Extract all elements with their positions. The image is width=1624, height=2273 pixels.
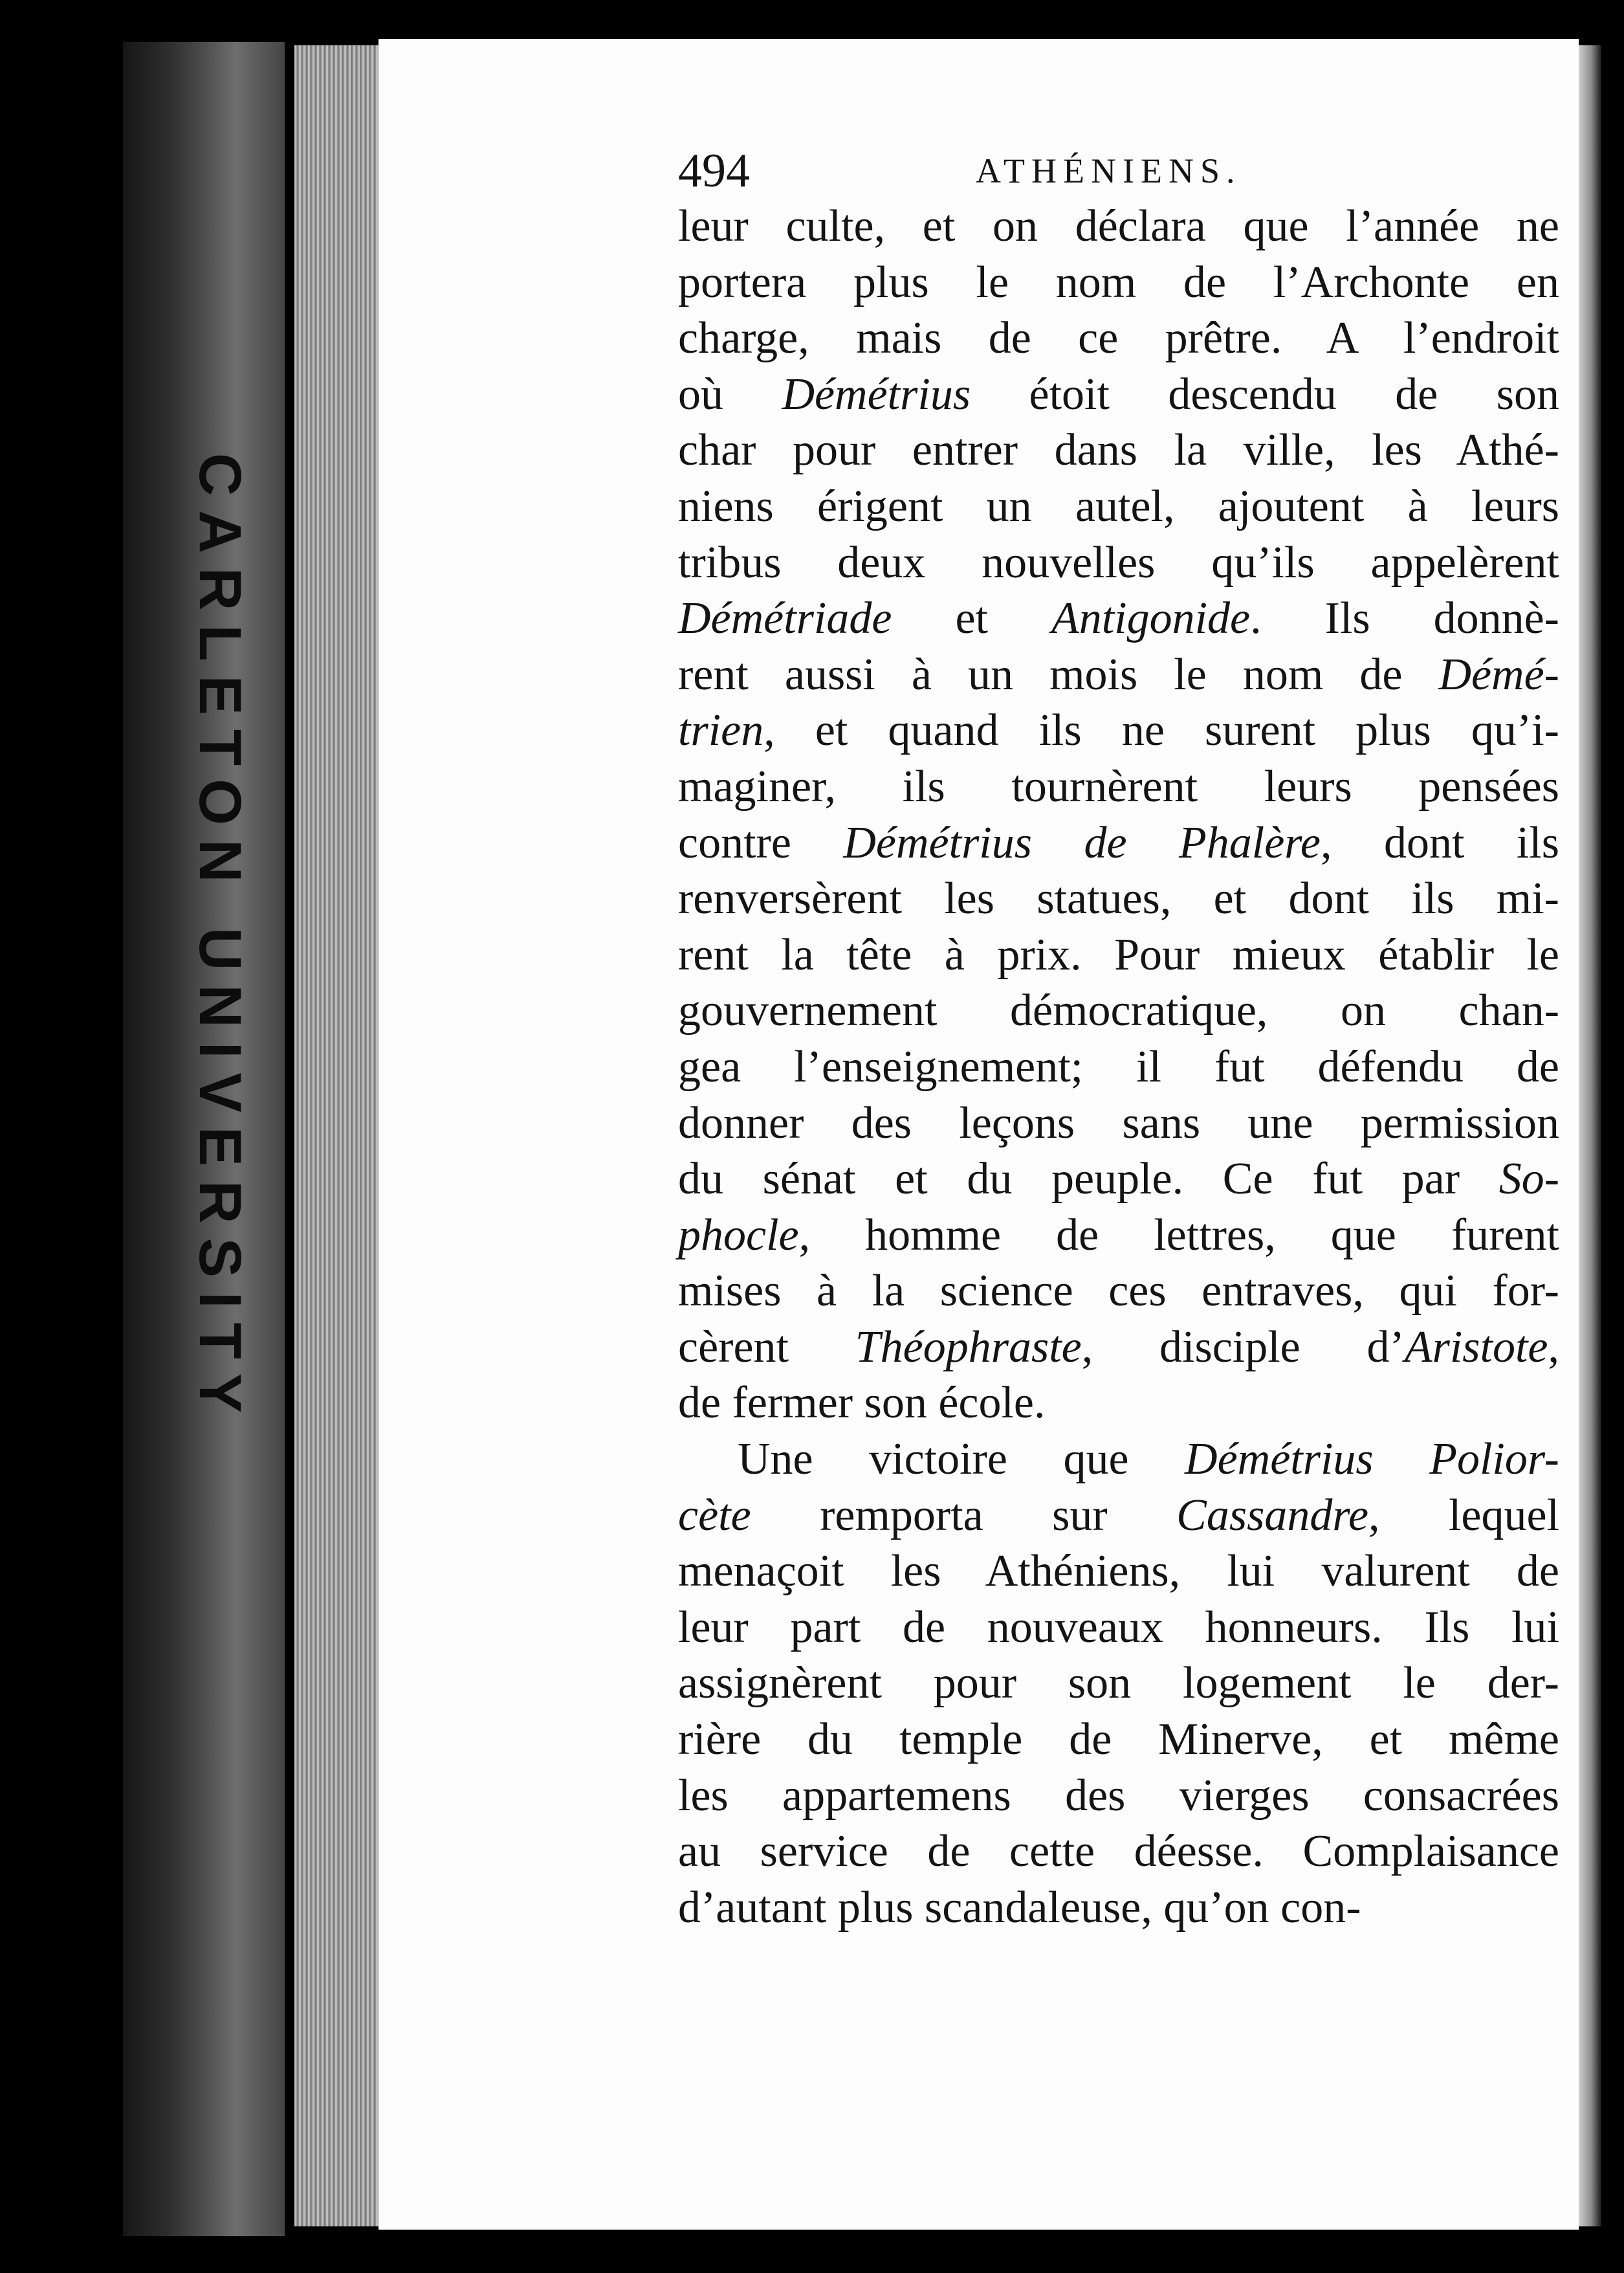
page-right-edge	[1579, 45, 1601, 2226]
text-run: cèrent	[678, 1322, 855, 1372]
text-line	[678, 759, 1559, 815]
italic-name: Démétrius	[782, 369, 971, 419]
text-run: d’autant plus scandaleuse, qu’on con-	[678, 1882, 1361, 1933]
italic-name: cète	[678, 1490, 751, 1540]
text-line	[678, 815, 1559, 872]
text-line	[678, 983, 1559, 1039]
text-run: rent la tête à prix. Pour mieux établir le	[678, 929, 1559, 980]
text-run: , lequel	[1368, 1490, 1559, 1540]
library-stamp-text: CARLETON UNIVERSITY	[187, 453, 253, 1428]
italic-name: Antigonide	[1051, 593, 1251, 644]
text-run: menaçoit les Athéniens, lui valurent de	[678, 1546, 1559, 1597]
text-run: , dont ils	[1320, 817, 1559, 868]
text-run: gea l’enseignement; il fut défendu de	[678, 1041, 1559, 1092]
text-run: , et quand ils ne surent plus qu’i-	[763, 705, 1559, 756]
text-line	[678, 1208, 1559, 1264]
text-line	[678, 423, 1559, 479]
italic-name: Démétriade	[678, 593, 892, 644]
text-line	[678, 1712, 1559, 1768]
text-run: . Ils donnè-	[1250, 593, 1559, 644]
text-run: portera plus le nom de l’Archonte en	[678, 257, 1559, 307]
text-run: leur part de nouveaux honneurs. Ils lui	[678, 1602, 1559, 1652]
text-line	[678, 1600, 1559, 1656]
text-line	[678, 1263, 1559, 1320]
text-line	[678, 1544, 1559, 1600]
running-title: ATHÉNIENS.	[976, 151, 1242, 190]
text-run: et	[892, 593, 1051, 644]
text-run: renversèrent les statues, et dont ils mi-	[678, 874, 1559, 924]
page-number: 494	[678, 144, 750, 197]
text-line	[678, 1768, 1559, 1824]
text-run: au service de cette déesse. Complaisance	[678, 1826, 1559, 1877]
text-line	[678, 703, 1559, 759]
text-run: , homme de lettres, que furent	[798, 1210, 1559, 1260]
text-run: gouvernement démocratique, on chan-	[678, 986, 1559, 1036]
text-line	[678, 1432, 1559, 1488]
italic-name: phocle	[678, 1210, 799, 1260]
text-run: Une victoire que	[738, 1434, 1185, 1485]
text-run: étoit descendu de son	[971, 369, 1559, 419]
library-stamp	[187, 453, 253, 1683]
text-line	[678, 1096, 1559, 1152]
text-line	[678, 1375, 1559, 1432]
italic-name: Démétrius Polior-	[1185, 1434, 1559, 1485]
text-run: rent aussi à un mois le nom de	[678, 649, 1439, 700]
text-line	[678, 591, 1559, 647]
italic-name: Démétrius de Phalère	[843, 817, 1321, 868]
text-line	[678, 1320, 1559, 1376]
text-line	[678, 927, 1559, 984]
text-run: du sénat et du peuple. Ce fut par	[678, 1154, 1499, 1204]
text-run: mises à la science ces entraves, qui for-	[678, 1266, 1559, 1316]
text-line	[678, 199, 1559, 255]
text-run: tribus deux nouvelles qu’ils appelèrent	[678, 537, 1559, 588]
text-line	[678, 311, 1559, 367]
text-line	[678, 1824, 1559, 1880]
text-line	[678, 871, 1559, 927]
italic-name: Théophraste	[855, 1322, 1082, 1372]
text-line	[678, 1880, 1559, 1936]
text-line	[678, 1039, 1559, 1096]
text-run: où	[678, 369, 782, 419]
text-line	[678, 479, 1559, 535]
text-run: remporta sur	[751, 1490, 1177, 1540]
italic-name: Cassandre	[1176, 1490, 1369, 1540]
text-run: assignèrent pour son logement le der-	[678, 1658, 1559, 1709]
paragraph-2	[678, 1432, 1559, 1936]
text-run: leur culte, et on déclara que l’année ne	[678, 201, 1559, 251]
text-line	[678, 1151, 1559, 1208]
text-run: char pour entrer dans la ville, les Athé-	[678, 425, 1559, 476]
text-line	[678, 1488, 1559, 1544]
paragraph-1	[678, 199, 1559, 1432]
text-line	[678, 255, 1559, 311]
italic-name: So-	[1498, 1154, 1559, 1204]
text-run: rière du temple de Minerve, et même	[678, 1714, 1559, 1765]
text-run: de fermer son école.	[678, 1378, 1046, 1428]
text-run: niens érigent un autel, ajoutent à leurs	[678, 481, 1559, 531]
italic-name: trien	[678, 705, 764, 756]
text-run: donner des leçons sans une permission	[678, 1098, 1559, 1148]
text-line	[678, 647, 1559, 704]
text-run: les appartemens des vierges consacrées	[678, 1770, 1559, 1821]
italic-name: Démé-	[1438, 649, 1559, 700]
text-run: maginer, ils tournèrent leurs pensées	[678, 761, 1559, 812]
text-run: contre	[678, 817, 844, 868]
text-line	[678, 367, 1559, 423]
text-line	[678, 1656, 1559, 1712]
page-stack-edge	[294, 45, 379, 2226]
text-run: charge, mais de ce prêtre. A l’endroit	[678, 313, 1559, 364]
page-header	[678, 144, 1559, 199]
italic-name: Aristote	[1404, 1322, 1548, 1372]
text-line	[678, 535, 1559, 592]
text-run: , disciple d’	[1081, 1322, 1405, 1372]
text-run: ,	[1548, 1322, 1559, 1372]
page-text-block	[678, 144, 1559, 1936]
